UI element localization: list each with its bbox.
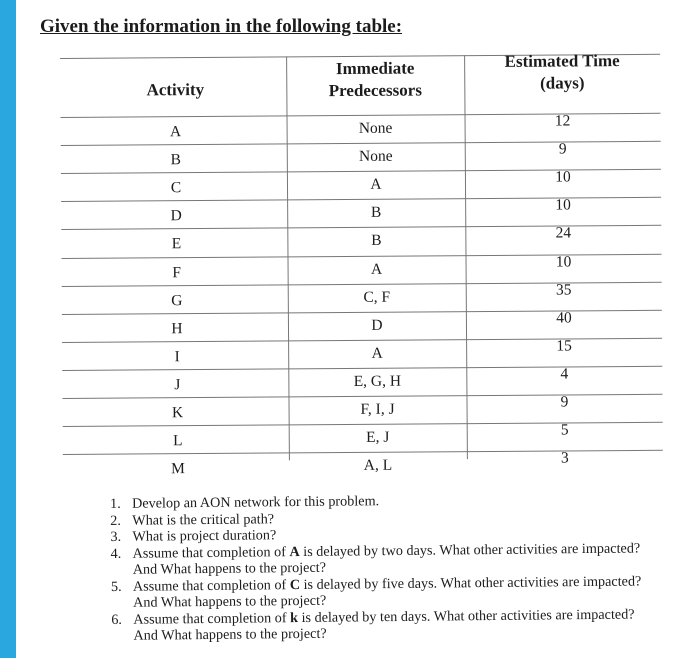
page-heading: Given the information in the following table: xyxy=(40,16,403,37)
cell-predecessors: C, F xyxy=(363,288,391,306)
cell-time: 35 xyxy=(555,281,572,299)
cell-activity: J xyxy=(174,376,181,394)
cell-time: 9 xyxy=(558,140,567,158)
cell-predecessors: A xyxy=(371,344,383,362)
cell-predecessors: B xyxy=(371,232,382,250)
cell-predecessors: A, L xyxy=(363,456,393,475)
header-activity: Activity xyxy=(146,79,205,100)
cell-time: 10 xyxy=(555,168,571,186)
header-predecessors-line1: Immediate xyxy=(335,58,415,79)
question-text-end: is delayed by ten days. What other activities are impacted? And What happens to the project? xyxy=(133,606,635,644)
header-predecessors-line2: Predecessors xyxy=(328,80,422,101)
header-time-line2: (days) xyxy=(540,73,585,93)
cell-predecessors: B xyxy=(370,204,382,222)
cell-activity: A xyxy=(169,123,182,141)
left-accent-bar xyxy=(0,0,16,658)
cell-time: 40 xyxy=(556,309,572,327)
question-number: 2. xyxy=(110,512,121,529)
cell-activity: C xyxy=(170,179,182,197)
question-text: Develop an AON network for this problem. xyxy=(131,493,380,512)
cell-activity: M xyxy=(171,460,185,478)
cell-time: 10 xyxy=(555,196,571,214)
question-text: What is the critical path? xyxy=(132,510,275,529)
question-number: 3. xyxy=(110,528,122,545)
cell-activity: F xyxy=(172,263,181,281)
cell-activity: H xyxy=(171,319,183,337)
question-activity-letter: C xyxy=(289,576,301,593)
cell-predecessors: E, J xyxy=(366,428,390,446)
question-text-start: Assume that completion of xyxy=(132,543,290,562)
cell-time: 24 xyxy=(555,224,572,242)
question-text-end: is delayed by two days. What other activities are impacted? And What happens to the project? xyxy=(132,539,641,578)
cell-activity: I xyxy=(174,347,180,366)
question-text: What is project duration? xyxy=(132,527,277,545)
question-text-start: Assume that completion of xyxy=(132,576,290,595)
cell-time: 15 xyxy=(556,337,572,355)
question-text xyxy=(133,573,651,611)
cell-time: 5 xyxy=(560,421,569,439)
cell-predecessors: None xyxy=(358,119,393,137)
header-time-line1: Estimated Time xyxy=(504,51,620,71)
question-text-start: Assume that completion of xyxy=(133,609,291,628)
column-divider-1 xyxy=(286,56,290,460)
cell-predecessors: F, I, J xyxy=(360,400,395,418)
cell-activity: L xyxy=(172,432,183,450)
cell-predecessors: None xyxy=(358,147,393,166)
question-item xyxy=(111,606,651,645)
question-number: 4. xyxy=(110,545,122,562)
predecessor-table xyxy=(60,40,663,478)
cell-time: 10 xyxy=(555,252,572,271)
question-text-end: is delayed by five days. What other activities are impacted? And What happens to the project? xyxy=(133,572,642,611)
question-activity-letter: k xyxy=(290,609,299,626)
question-list xyxy=(110,490,652,644)
question-text xyxy=(133,540,651,578)
cell-predecessors: E, G, H xyxy=(353,372,402,390)
question-activity-letter: A xyxy=(289,543,300,560)
question-number: 1. xyxy=(110,495,121,512)
cell-predecessors: D xyxy=(371,316,383,334)
cell-time: 3 xyxy=(560,449,569,467)
cell-time: 12 xyxy=(554,112,571,130)
cell-activity: G xyxy=(171,291,183,309)
cell-activity: B xyxy=(170,151,182,169)
cell-time: 4 xyxy=(560,365,569,383)
cell-activity: D xyxy=(170,207,182,225)
cell-activity: E xyxy=(171,235,182,253)
cell-time: 9 xyxy=(560,393,569,411)
cell-activity: K xyxy=(171,404,184,422)
question-number: 5. xyxy=(110,578,122,595)
cell-predecessors: A xyxy=(370,175,382,194)
cell-predecessors: A xyxy=(370,260,383,278)
question-text xyxy=(133,606,651,644)
question-number: 6. xyxy=(111,611,123,628)
